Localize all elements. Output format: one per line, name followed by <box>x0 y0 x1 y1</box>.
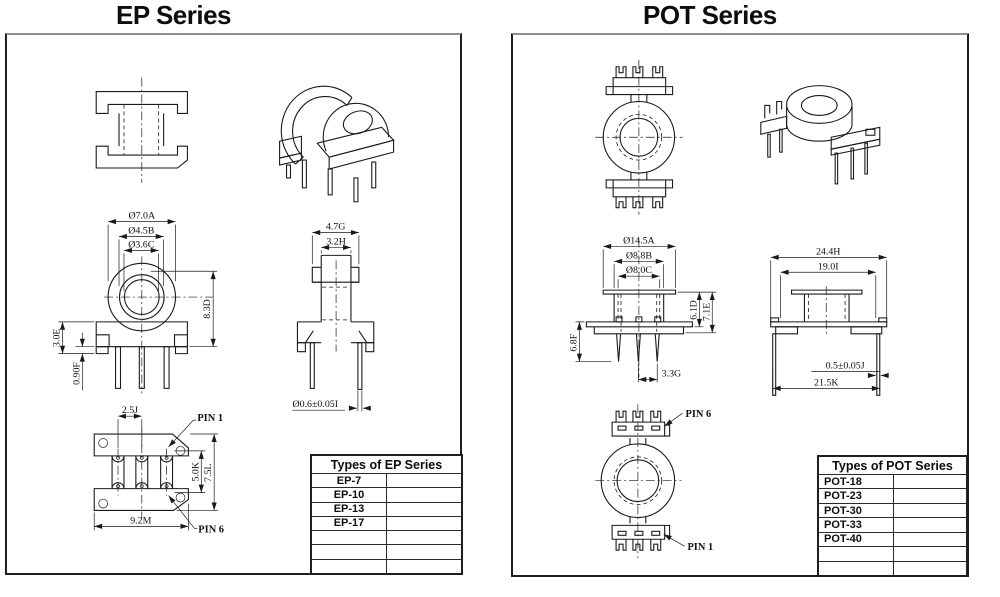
type-name-cell: EP-17 <box>312 517 387 530</box>
table-row <box>819 546 966 560</box>
ep-pin6-label: PIN 6 <box>198 524 225 536</box>
ep-dim-label-d: 8.3D <box>202 299 214 319</box>
ep-dim-label-g: 4.7G <box>325 221 346 233</box>
type-name-cell <box>312 560 387 573</box>
type-name-cell: POT-23 <box>819 489 894 502</box>
spec-cell <box>894 475 966 488</box>
ep-dim-m <box>94 504 188 531</box>
type-name-cell: POT-18 <box>819 475 894 488</box>
pot-top-view <box>595 60 682 215</box>
ep-dim-label-f: 0.90F <box>71 362 83 385</box>
spec-cell <box>387 488 461 501</box>
ep-front-view <box>52 211 218 394</box>
spec-cell <box>894 489 966 502</box>
spec-cell <box>894 562 966 575</box>
type-name-cell: EP-7 <box>312 474 387 487</box>
pot-bottom-view <box>595 404 713 558</box>
pot-dim-f <box>568 322 611 362</box>
spec-cell <box>894 504 966 517</box>
ep-dim-k <box>175 451 206 493</box>
spec-cell <box>387 503 461 516</box>
table-row <box>312 544 461 558</box>
ep-pin6-callout <box>169 496 224 536</box>
pot-dim-label-b: Ø8.8B <box>625 250 652 262</box>
pot-side-view <box>771 246 888 395</box>
table-row <box>819 532 966 546</box>
pot-dim-label-j: 0.5±0.05J <box>825 360 865 372</box>
pot-dim-g <box>638 364 681 383</box>
pot-front-view <box>568 235 716 382</box>
ep-side-view <box>292 222 373 412</box>
ep-dim-h <box>321 236 351 253</box>
spec-cell <box>387 560 461 573</box>
type-name-cell: EP-10 <box>312 488 387 501</box>
pot-dim-label-g: 3.3G <box>661 368 682 380</box>
pot-series-title: POT Series <box>643 0 777 30</box>
pot-table-header: Types of POT Series <box>832 458 953 473</box>
spec-cell <box>387 545 461 558</box>
ep-dim-label-a: Ø7.0A <box>128 210 156 222</box>
ep-dim-i <box>292 390 370 411</box>
type-name-cell <box>819 547 894 560</box>
type-name-cell <box>312 531 387 544</box>
ep-dim-b <box>119 226 164 287</box>
pot-pin1-callout <box>664 534 714 553</box>
ep-dim-label-k: 5.0K <box>190 461 202 482</box>
pot-pin6-label: PIN 6 <box>685 409 712 421</box>
ep-pin1-label: PIN 1 <box>197 413 224 425</box>
ep-series-title: EP Series <box>116 0 232 30</box>
pot-dim-label-i: 19.0I <box>817 261 839 273</box>
pot-pin6-callout <box>665 409 712 426</box>
pot-dim-label-a: Ø14.5A <box>623 235 655 247</box>
ep-table-header: Types of EP Series <box>330 457 443 472</box>
type-name-cell: POT-33 <box>819 518 894 531</box>
type-name-cell: POT-30 <box>819 504 894 517</box>
spec-cell <box>387 517 461 530</box>
table-row <box>312 559 461 573</box>
pot-dim-k <box>773 370 880 392</box>
ep-dim-label-i: Ø0.6±0.05I <box>292 399 339 411</box>
ep-types-table <box>310 454 463 575</box>
pot-types-table <box>817 455 968 577</box>
spec-cell <box>894 547 966 560</box>
pot-dim-label-d: 6.1D <box>688 300 700 320</box>
type-name-cell: EP-13 <box>312 503 387 516</box>
table-row <box>312 502 461 516</box>
type-name-cell <box>819 562 894 575</box>
table-row <box>819 474 966 488</box>
ep-dim-label-j: 2.5J <box>121 405 139 417</box>
pot-dim-h <box>771 246 887 318</box>
ep-dim-label-b: Ø4.5B <box>128 225 155 237</box>
ep-core-section-view <box>96 78 187 183</box>
table-row <box>819 503 966 517</box>
ep-dim-e <box>52 322 95 354</box>
ep-dim-label-m: 9.2M <box>130 515 152 527</box>
pot-dim-label-h: 24.4H <box>815 246 841 258</box>
pot-dim-label-c: Ø8.0C <box>625 265 652 277</box>
ep-isometric-view <box>280 86 394 202</box>
table-row <box>312 516 461 530</box>
spec-cell <box>387 531 461 544</box>
type-name-cell <box>312 545 387 558</box>
pot-isometric-view <box>761 86 880 184</box>
table-row <box>312 487 461 501</box>
ep-dim-f <box>71 333 94 391</box>
ep-dim-label-c: Ø3.6C <box>128 239 155 251</box>
type-name-cell: POT-40 <box>819 533 894 546</box>
ep-dim-j <box>118 405 142 448</box>
ep-pin1-callout <box>169 413 223 447</box>
ep-dim-label-h: 3.2H <box>326 236 346 248</box>
spec-cell <box>387 474 461 487</box>
pot-dim-label-f: 6.8F <box>568 333 580 352</box>
table-row <box>312 473 461 487</box>
ep-bottom-view <box>94 405 224 535</box>
ep-dim-label-l: 7.5L <box>203 463 215 482</box>
spec-cell <box>894 518 966 531</box>
table-row <box>819 488 966 502</box>
pot-pin1-label: PIN 1 <box>687 542 714 554</box>
spec-cell <box>894 533 966 546</box>
table-row <box>312 530 461 544</box>
pot-dim-label-k: 21.5K <box>813 377 839 389</box>
pot-dim-label-e: 7.1E <box>701 302 713 322</box>
table-row <box>819 517 966 531</box>
ep-dim-label-e: 3.0E <box>51 328 63 347</box>
table-row <box>819 561 966 575</box>
